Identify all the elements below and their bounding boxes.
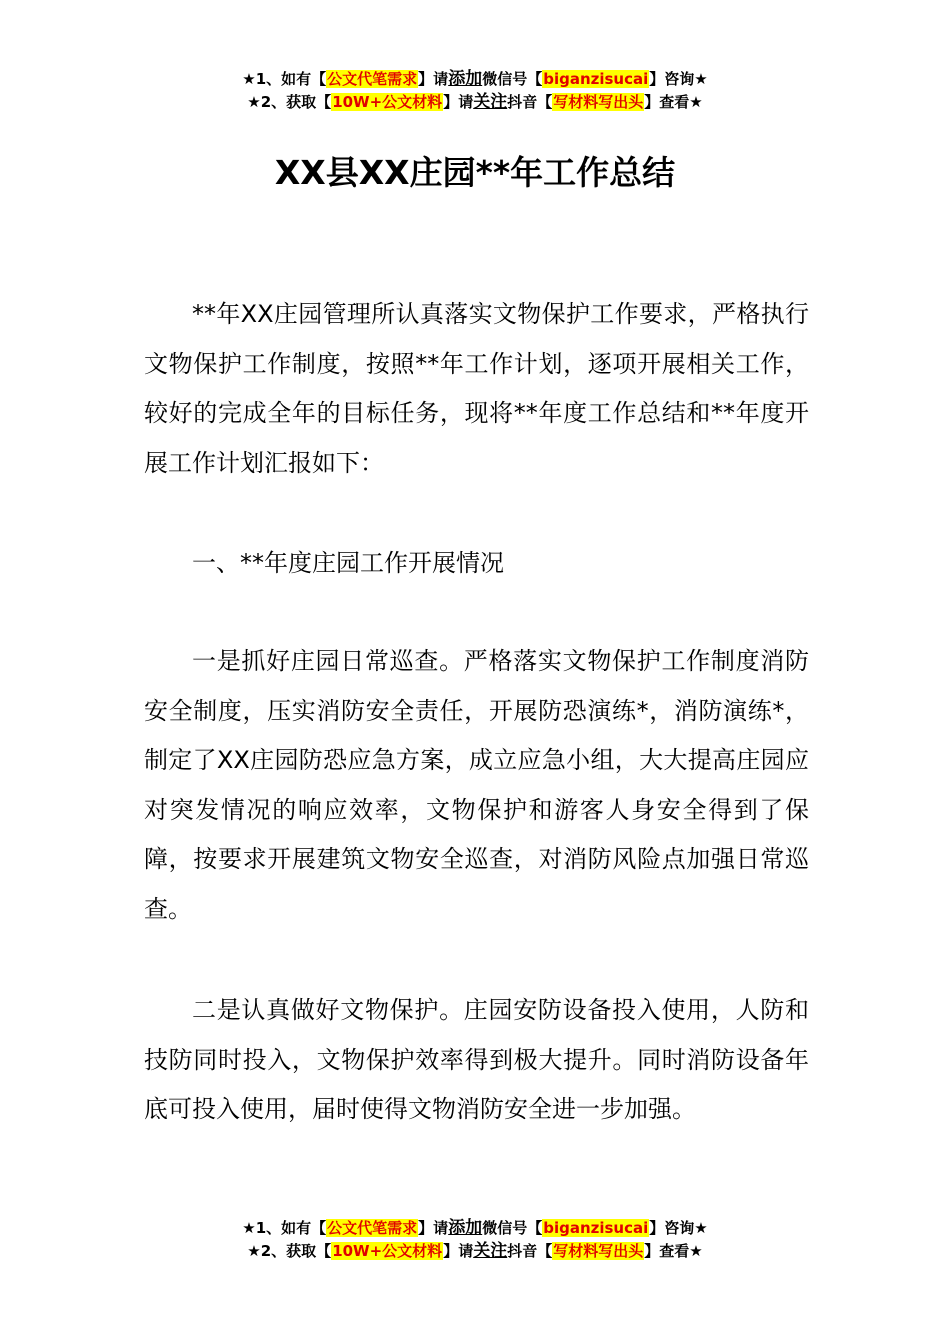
- banner-line-1: ★1、如有【公文代笔需求】请添加微信号【biganzisucai】咨询★: [242, 69, 708, 89]
- bottom-banner: [0, 1217, 950, 1263]
- highlight-wechat-id: biganzisucai: [543, 70, 649, 88]
- intro-paragraph: **年XX庄园管理所认真落实文物保护工作要求，严格执行文物保护工作制度，按照**年工作计划，逐项开展相关工作，较好的完成全年的目标任务，现将**年度工作总结和**年度开展工作计划汇报如下：: [144, 300, 809, 477]
- highlight-douyin-account: 写材料写出头: [553, 93, 644, 111]
- section-heading-1: 一、**年度庄园工作开展情况: [192, 549, 504, 577]
- highlight-wechat-id: biganzisucai: [543, 1219, 649, 1237]
- banner-line-1: ★1、如有【公文代笔需求】请添加微信号【biganzisucai】咨询★: [242, 1218, 708, 1238]
- highlight-douyin-account: 写材料写出头: [553, 1242, 644, 1260]
- highlight-materials: 10W+公文材料: [332, 93, 443, 111]
- highlight-service: 公文代笔需求: [327, 1219, 418, 1237]
- top-banner: [0, 68, 950, 114]
- item-paragraph-1: 一是抓好庄园日常巡查。严格落实文物保护工作制度消防安全制度，压实消防安全责任，开展防恐演练*，消防演练*，制定了XX庄园防恐应急方案，成立应急小组，大大提高庄园应对突发情况的响应效率，文物保护和游客人身安全得到了保障，按要求开展建筑文物安全巡查，对消防风险点加强日常巡查。: [144, 647, 809, 923]
- banner-line-2: ★2、获取【10W+公文材料】请关注抖音【写材料写出头】查看★: [247, 1241, 703, 1261]
- highlight-service: 公文代笔需求: [327, 70, 418, 88]
- banner-line-2: ★2、获取【10W+公文材料】请关注抖音【写材料写出头】查看★: [247, 92, 703, 112]
- document-title: XX县XX庄园**年工作总结: [274, 153, 676, 192]
- item-paragraph-2: 二是认真做好文物保护。庄园安防设备投入使用，人防和技防同时投入，文物保护效率得到极大提升。同时消防设备年底可投入使用，届时使得文物消防安全进一步加强。: [144, 996, 809, 1124]
- highlight-materials: 10W+公文材料: [332, 1242, 443, 1260]
